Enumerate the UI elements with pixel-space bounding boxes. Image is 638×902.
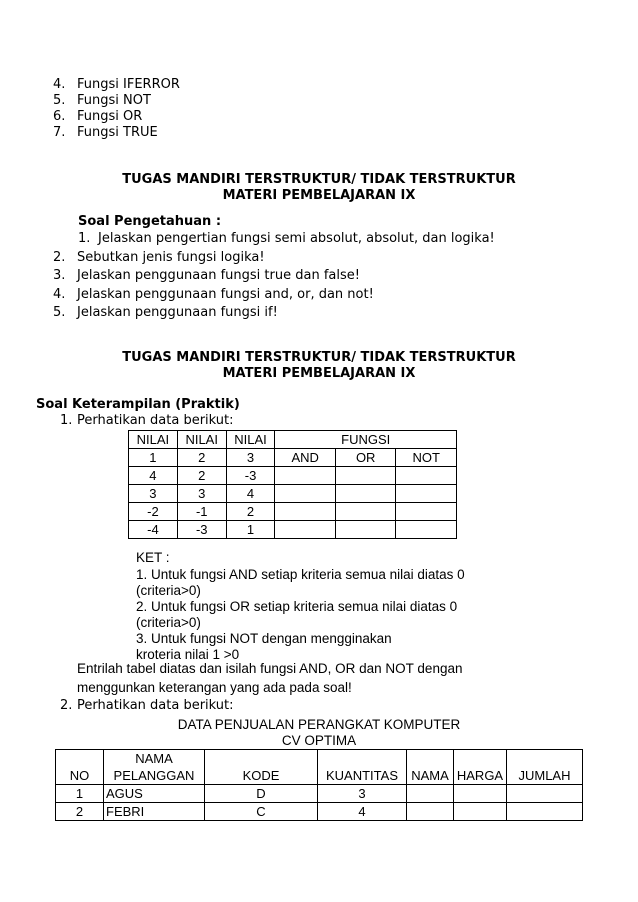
header-and: AND [275,449,336,467]
header-kode: KODE [205,750,318,785]
header-fungsi: FUNGSI [275,431,457,449]
table-row [56,785,583,803]
question-text: Perhatikan data berikut: [77,698,234,713]
ket-line: (criteria>0) [136,583,201,598]
table-cell: 3 [318,785,407,803]
question-num: 1. [78,231,91,246]
ket-line: kroteria nilai 1 >0 [136,647,240,662]
table-cell [507,785,583,803]
table-row [129,467,457,485]
header-jumlah: JUMLAH [507,750,583,785]
ket-line: 2. Untuk fungsi OR setiap kriteria semua nilai diatas 0 [136,599,458,614]
table-cell: 1 [226,521,275,539]
table-cell [396,503,457,521]
table-cell [396,467,457,485]
header-nilai-2: NILAI [177,431,226,449]
header-nama-pelanggan: NAMA PELANGGAN [104,750,205,785]
question-num: 3. [53,268,66,283]
question-num: 2. [60,698,73,713]
question-text: Jelaskan pengertian fungsi semi absolut, absolut, dan logika! [98,231,495,246]
table-cell: C [205,803,318,821]
sales-table [55,749,583,821]
table-row [56,803,583,821]
table2-subtitle: CV OPTIMA [281,733,357,748]
table-cell [275,467,336,485]
question-num: 1. [60,413,73,428]
list-item: 4. [53,77,66,92]
table-cell: 4 [318,803,407,821]
table-cell: 2 [56,803,104,821]
table-cell [454,785,507,803]
ket-line: (criteria>0) [136,615,201,630]
table-cell [335,485,395,503]
table-cell: 4 [226,485,275,503]
list-item: 5. [53,93,66,108]
table-cell [507,803,583,821]
section2-heading-line2: MATERI PEMBELAJARAN IX [222,366,416,381]
table-cell: 1 [56,785,104,803]
table-cell [275,503,336,521]
question-num: 2. [53,250,66,265]
table-cell [407,803,454,821]
table-cell: 2 [226,503,275,521]
instruction-line: menggunkan keterangan yang ada pada soal! [77,680,352,695]
question-text: Sebutkan jenis fungsi logika! [77,250,265,265]
section2-heading-line1: TUGAS MANDIRI TERSTRUKTUR/ TIDAK TERSTRUKTUR [122,350,516,365]
section1-heading-line1: TUGAS MANDIRI TERSTRUKTUR/ TIDAK TERSTRUKTUR [122,172,516,187]
table-cell: D [205,785,318,803]
table-cell: -3 [226,467,275,485]
table-cell: -4 [129,521,178,539]
table-cell [407,785,454,803]
table-cell [335,467,395,485]
table-cell: AGUS [104,785,205,803]
ket-title: KET : [136,550,170,565]
table-cell: -3 [177,521,226,539]
section1-heading-line2: MATERI PEMBELAJARAN IX [222,188,416,203]
list-item-text: Fungsi IFERROR [77,77,180,92]
list-item: 6. [53,109,66,124]
table-row [129,485,457,503]
table-cell: 3 [177,485,226,503]
table-cell: 3 [129,485,178,503]
table2-title: DATA PENJUALAN PERANGKAT KOMPUTER [177,717,461,732]
table-cell [275,521,336,539]
list-item-text: Fungsi NOT [77,93,151,108]
table-cell: 2 [177,467,226,485]
question-num: 4. [53,287,66,302]
table-cell [396,485,457,503]
question-text: Jelaskan penggunaan fungsi true dan false! [77,268,360,283]
table-cell [454,803,507,821]
section1-subheading: Soal Pengetahuan : [78,214,222,229]
header-harga: HARGA [454,750,507,785]
list-item: 7. [53,125,66,140]
table-row [129,521,457,539]
table-cell [335,521,395,539]
table-cell [396,521,457,539]
header-nama: NAMA [407,750,454,785]
header-nilai-3-num: 3 [226,449,275,467]
list-item-text: Fungsi TRUE [77,125,158,140]
ket-line: 3. Untuk fungsi NOT dengan mengginakan [136,631,392,646]
header-kuantitas: KUANTITAS [318,750,407,785]
table-cell [275,485,336,503]
header-or: OR [335,449,395,467]
section2-subheading: Soal Keterampilan (Praktik) [36,397,240,412]
header-no: NO [56,750,104,785]
table-cell: FEBRI [104,803,205,821]
instruction-line: Entrilah tabel diatas dan isilah fungsi AND, OR dan NOT dengan [77,661,463,676]
header-nilai-2-num: 2 [177,449,226,467]
question-num: 5. [53,305,66,320]
list-item-text: Fungsi OR [77,109,143,124]
logic-function-table [128,430,457,539]
table-cell: 4 [129,467,178,485]
table-cell: -1 [177,503,226,521]
header-nilai-1: NILAI [129,431,178,449]
ket-line: 1. Untuk fungsi AND setiap kriteria semua nilai diatas 0 [136,567,465,582]
table-cell [335,503,395,521]
header-not: NOT [396,449,457,467]
table-cell: -2 [129,503,178,521]
header-nilai-3: NILAI [226,431,275,449]
header-nilai-1-num: 1 [129,449,178,467]
question-text: Perhatikan data berikut: [77,413,234,428]
question-text: Jelaskan penggunaan fungsi if! [77,305,278,320]
table-row [129,503,457,521]
question-text: Jelaskan penggunaan fungsi and, or, dan not! [77,287,374,302]
